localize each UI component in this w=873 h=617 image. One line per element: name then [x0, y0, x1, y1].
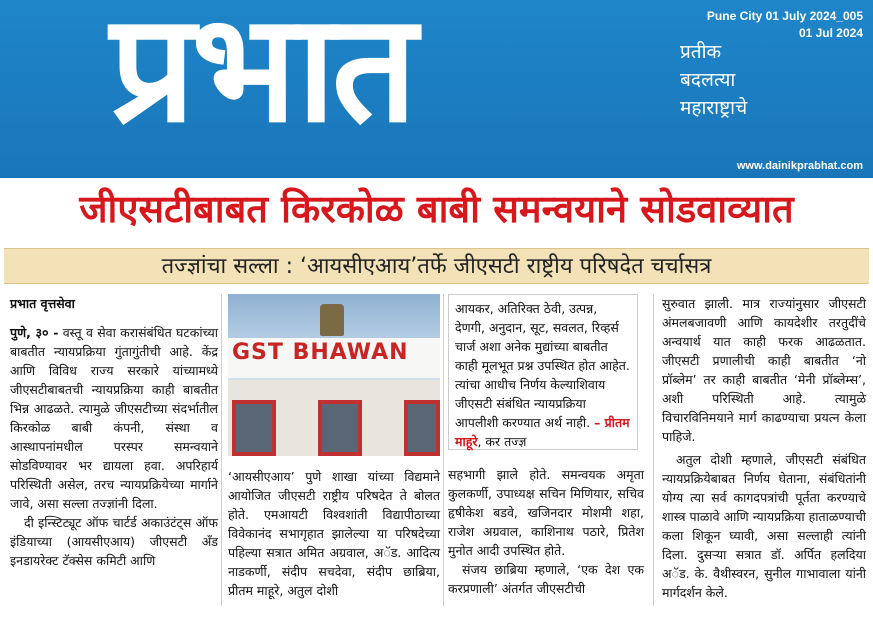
article-clipping [0, 178, 873, 617]
article-column-3 [448, 465, 644, 598]
quote-role: , कर तज्ज्ञ [477, 434, 527, 449]
tagline [680, 38, 747, 122]
building-sign-text: GST BHAWAN [232, 340, 409, 365]
column-divider [653, 294, 654, 606]
paragraph: दी इन्स्टिट्यूट ऑफ चार्टर्ड अकाउंटंट्स ऑफ इंडियाच्या (आयसीएआय) जीएसटी अँड इनडायरेक्ट टॅक्सेस कमिटी आणि [10, 515, 218, 568]
website-url: www.dainikprabhat.com [736, 160, 863, 172]
headline: जीएसटीबाबत किरकोळ बाबी समन्वयाने सोडवाव्यात [79, 187, 794, 231]
tagline-line: प्रतीक [680, 41, 722, 63]
emblem-icon [320, 304, 344, 336]
paragraph-text: वस्तू व सेवा करासंबंधित घटकांच्या बाबतीत न्यायप्रक्रिया गुंतागुंतीची आहे. केंद्र आणि विविध राज्य सरकारे यांच्यामध्ये जीएसटीबाबतची न्यायप्रक्रिया काही बाबतीत भिन्न आढळते. त्यामुळे जीएसटीच्या संदर्भातील किरकोळ बाबी कंपनी, संस्था व आस्थापनांमधील परस्पर समन्वयाने सोडविण्यावर भर द्यायला हवा. अपरिहार्य परिस्थिती असेल, तरच न्यायप्रक्रियेच्या मार्गाने जावे, असा सल्ला तज्ज्ञांनी दिला. [10, 325, 218, 511]
subheadline: तज्ज्ञांचा सल्ला : ‘आयसीएआय’तर्फे जीएसटी राष्ट्रीय परिषदेत चर्चासत्र [161, 254, 712, 279]
paragraph: सहभागी झाले होते. समन्वयक अमृता कुलकर्णी, उपाध्यक्ष सचिन मिणियार, सचिव हृषीकेश बडवे, खजिनदार मोशमी शहा, राजेश अग्रवाल, काशिनाथ पठारे, प्रितेश मुनोत आदी उपस्थित होते. [448, 467, 644, 558]
article-column-1 [10, 294, 218, 570]
paragraph [10, 323, 218, 513]
quote-author: – प्रीतम माहूरे [455, 415, 630, 449]
article-column-4 [662, 294, 866, 602]
pull-quote [448, 294, 638, 450]
masthead [0, 0, 873, 178]
article-column-2: ‘आयसीएआय’ पुणे शाखा यांच्या विद्यमाने आयोजित जीएसटी राष्ट्रीय परिषदेत ते बोलत होते. एमआयटी विश्वशांती विद्यापीठाच्या विवेकानंद सभागृहात झालेल्या या परिषदेच्या पहिल्या सत्रात अमित अग्रवाल, अॅड. आदित्य नाडकर्णी, संदीप सचदेवा, संदीप छाब्रिया, प्रीतम माहूरे, अतुल दोशी [228, 469, 440, 598]
dateline: पुणे, ३० - [10, 325, 59, 340]
edition-date: 01 Jul 2024 [798, 26, 863, 40]
byline: प्रभात वृत्तसेवा [10, 296, 75, 311]
quote-text: आयकर, अतिरिक्त ठेवी, उत्पन्न, देणगी, अनुदान, सूट, सवलत, रिव्हर्स चार्ज अशा अनेक मुद्यांच्या बाबतीत काही मूलभूत प्रश्न उपस्थित होत आहेत. त्यांचा आधीच निर्णय केल्याशिवाय जीएसटी संबंधित न्यायप्रक्रिया आपलीशी करण्यात अर्थ नाही. [455, 301, 630, 430]
newspaper-logo: प्रभात [110, 0, 414, 156]
gst-bhawan-photo [228, 294, 440, 456]
edition-info [707, 8, 863, 42]
window [232, 400, 276, 456]
column-divider [221, 294, 222, 606]
tagline-line: बदलत्या [680, 69, 736, 91]
tagline-line: महाराष्ट्राचे [680, 97, 748, 119]
paragraph: सुरुवात झाली. मात्र राज्यांनुसार जीएसटी अंमलबजावणी आणि कायदेशीर तरतुदींचे अन्वयार्थ यात काही फरक आढळतात. जीएसटी प्रणालीची काही बाबतीत ‘नो प्रॉब्लेम’ तर काही बाबतीत ‘मेनी प्रॉब्लेम्स’, अशी परिस्थिती आहे. त्यामुळे विचारविनिमयाने मार्ग काढण्याचा प्रयत्न केला पाहिजे. [662, 296, 866, 444]
window [404, 400, 440, 456]
column-divider [443, 294, 444, 606]
paragraph: संजय छाब्रिया म्हणाले, ‘एक देश एक करप्रणाली’ अंतर्गत जीएसटीची [448, 562, 644, 596]
edition-label: Pune City 01 July 2024_005 [706, 9, 863, 23]
subhead-band [4, 248, 869, 284]
window [318, 400, 362, 456]
paragraph: अतुल दोशी म्हणाले, जीएसटी संबंधित न्यायप्रक्रियेबाबत निर्णय घेताना, संबंधितांनी योग्य त्या सर्व कागदपत्रांची पूर्तता करण्याचे शास्त्र पाळावे आणि न्यायप्रक्रिया हाताळण्याची कला शिकून घ्यावी, असा सल्लाही त्यांनी दिला. दुसऱ्या सत्रात डॉ. अर्पित हलदिया अॅड. के. वैथीस्वरन, सुनील गाभावाला यांनी मार्गदर्शन केले. [662, 452, 866, 600]
